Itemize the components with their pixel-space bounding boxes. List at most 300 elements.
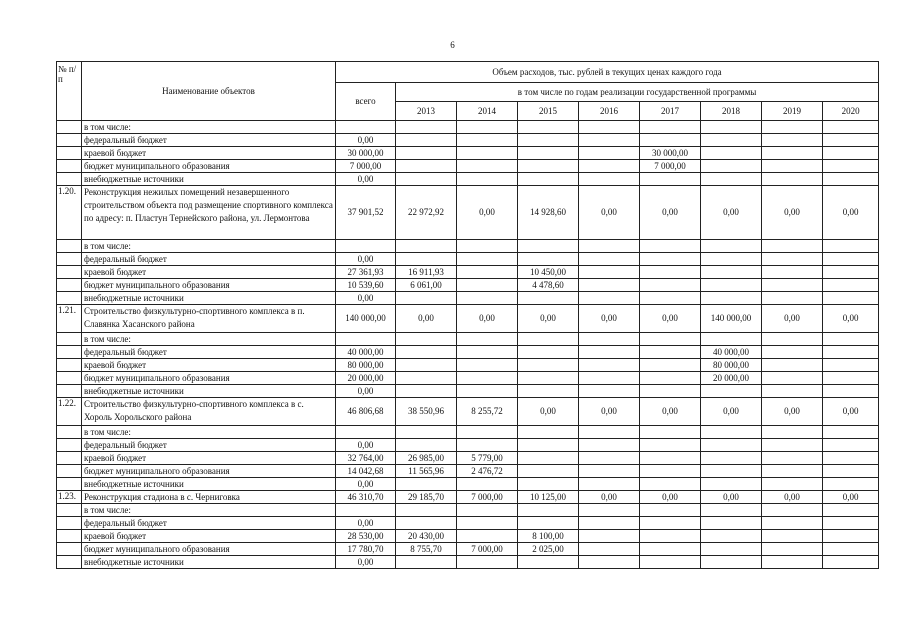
row-year-value (640, 346, 701, 359)
row-year-value: 80 000,00 (701, 359, 762, 372)
row-year-value (701, 253, 762, 266)
row-index: 1.22. (57, 398, 82, 426)
row-year-value (701, 385, 762, 398)
row-year-value: 8 255,72 (457, 398, 518, 426)
row-year-value (701, 279, 762, 292)
row-name: краевой бюджет (82, 266, 336, 279)
row-index (57, 292, 82, 305)
table-row (57, 543, 879, 556)
row-year-value (579, 333, 640, 346)
row-year-value (640, 556, 701, 569)
row-year-value (640, 359, 701, 372)
row-year-value (579, 543, 640, 556)
row-total: 37 901,52 (336, 186, 396, 240)
row-index (57, 134, 82, 147)
row-year-value (640, 385, 701, 398)
row-name: внебюджетные источники (82, 556, 336, 569)
header-name-col: Наименование объектов (82, 62, 336, 121)
row-year-value: 0,00 (396, 305, 457, 333)
row-year-value (457, 372, 518, 385)
row-year-value: 0,00 (640, 398, 701, 426)
row-year-value (762, 359, 823, 372)
row-year-value (762, 147, 823, 160)
row-year-value (823, 543, 879, 556)
row-year-value: 22 972,92 (396, 186, 457, 240)
row-year-value (701, 478, 762, 491)
row-name: Реконструкция нежилых помещений незавершенного строительством объекта под размещение спортивного комплекса по адресу: п. Пластун Тернейского района, ул. Лермонтова (82, 186, 336, 240)
row-year-value (518, 439, 579, 452)
row-name: федеральный бюджет (82, 134, 336, 147)
header-year: 2017 (640, 102, 701, 121)
row-year-value (701, 266, 762, 279)
row-name: в том числе: (82, 504, 336, 517)
row-year-value (823, 160, 879, 173)
row-year-value (823, 530, 879, 543)
row-year-value (518, 121, 579, 134)
row-index (57, 478, 82, 491)
row-total: 7 000,00 (336, 160, 396, 173)
row-year-value (396, 504, 457, 517)
table-body (57, 121, 879, 569)
row-year-value (396, 372, 457, 385)
row-total: 0,00 (336, 173, 396, 186)
row-year-value (396, 121, 457, 134)
row-year-value (457, 160, 518, 173)
row-name: Реконструкция стадиона в с. Черниговка (82, 491, 336, 504)
row-year-value (579, 504, 640, 517)
row-index (57, 517, 82, 530)
row-index (57, 426, 82, 439)
row-year-value: 14 928,60 (518, 186, 579, 240)
row-year-value: 30 000,00 (640, 147, 701, 160)
table-row (57, 279, 879, 292)
row-year-value (762, 372, 823, 385)
row-year-value (762, 173, 823, 186)
row-index (57, 504, 82, 517)
row-year-value (579, 517, 640, 530)
row-year-value (640, 439, 701, 452)
row-year-value (762, 426, 823, 439)
row-year-value: 10 125,00 (518, 491, 579, 504)
row-year-value (396, 292, 457, 305)
row-year-value (457, 556, 518, 569)
row-year-value: 0,00 (823, 186, 879, 240)
row-year-value (518, 359, 579, 372)
row-year-value: 11 565,96 (396, 465, 457, 478)
row-year-value (396, 333, 457, 346)
row-year-value (579, 134, 640, 147)
row-year-value (457, 292, 518, 305)
row-name: внебюджетные источники (82, 292, 336, 305)
row-year-value (701, 333, 762, 346)
row-name: краевой бюджет (82, 359, 336, 372)
row-year-value (518, 385, 579, 398)
table-row (57, 426, 879, 439)
row-year-value: 2 025,00 (518, 543, 579, 556)
row-year-value (457, 517, 518, 530)
row-index (57, 160, 82, 173)
row-year-value (640, 543, 701, 556)
row-year-value (823, 279, 879, 292)
row-total (336, 333, 396, 346)
row-year-value (457, 426, 518, 439)
table-row (57, 333, 879, 346)
row-year-value (762, 266, 823, 279)
row-year-value (701, 134, 762, 147)
row-year-value (579, 240, 640, 253)
row-year-value (579, 173, 640, 186)
row-year-value (640, 478, 701, 491)
row-year-value (640, 452, 701, 465)
row-year-value (457, 478, 518, 491)
row-year-value (762, 556, 823, 569)
row-year-value (640, 134, 701, 147)
row-year-value: 0,00 (762, 398, 823, 426)
row-year-value (640, 240, 701, 253)
table-row (57, 439, 879, 452)
row-index (57, 240, 82, 253)
row-year-value (640, 333, 701, 346)
row-year-value (762, 530, 823, 543)
row-year-value (823, 465, 879, 478)
row-year-value (640, 465, 701, 478)
row-name: федеральный бюджет (82, 346, 336, 359)
row-year-value (823, 372, 879, 385)
row-index: 1.21. (57, 305, 82, 333)
row-year-value: 0,00 (640, 491, 701, 504)
row-index (57, 372, 82, 385)
row-year-value (640, 292, 701, 305)
row-year-value (762, 253, 823, 266)
row-year-value (640, 173, 701, 186)
row-name: бюджет муниципального образования (82, 465, 336, 478)
row-index (57, 333, 82, 346)
row-year-value (762, 121, 823, 134)
row-year-value (701, 465, 762, 478)
row-year-value (823, 346, 879, 359)
row-year-value (762, 240, 823, 253)
row-year-value: 0,00 (640, 305, 701, 333)
row-name: в том числе: (82, 333, 336, 346)
row-year-value: 0,00 (701, 491, 762, 504)
row-year-value (457, 504, 518, 517)
table-row-object (57, 398, 879, 426)
row-year-value (762, 439, 823, 452)
header-num-col: № п/п (57, 62, 82, 121)
row-total (336, 121, 396, 134)
row-year-value (579, 452, 640, 465)
row-year-value: 40 000,00 (701, 346, 762, 359)
row-year-value (579, 530, 640, 543)
row-year-value (762, 346, 823, 359)
row-year-value (457, 359, 518, 372)
row-year-value (701, 530, 762, 543)
row-total: 28 530,00 (336, 530, 396, 543)
row-total: 140 000,00 (336, 305, 396, 333)
row-year-value: 10 450,00 (518, 266, 579, 279)
header-volume-caption: Объем расходов, тыс. рублей в текущих ценах каждого года (336, 62, 879, 83)
row-index (57, 121, 82, 134)
row-total: 0,00 (336, 478, 396, 491)
table-row-object (57, 491, 879, 504)
row-year-value (396, 134, 457, 147)
table-row (57, 372, 879, 385)
row-year-value (579, 266, 640, 279)
table-row (57, 517, 879, 530)
row-year-value (701, 439, 762, 452)
row-name: внебюджетные источники (82, 173, 336, 186)
row-name: краевой бюджет (82, 452, 336, 465)
row-year-value: 0,00 (823, 305, 879, 333)
row-index (57, 346, 82, 359)
row-year-value (457, 240, 518, 253)
row-year-value: 0,00 (762, 305, 823, 333)
row-year-value (762, 465, 823, 478)
row-year-value: 0,00 (518, 398, 579, 426)
row-year-value (457, 385, 518, 398)
row-total: 46 806,68 (336, 398, 396, 426)
row-year-value (823, 173, 879, 186)
row-index (57, 543, 82, 556)
row-year-value: 5 779,00 (457, 452, 518, 465)
row-year-value (396, 439, 457, 452)
row-index (57, 253, 82, 266)
row-year-value: 8 755,70 (396, 543, 457, 556)
row-year-value (823, 292, 879, 305)
row-year-value: 140 000,00 (701, 305, 762, 333)
row-name: бюджет муниципального образования (82, 372, 336, 385)
row-year-value (640, 372, 701, 385)
row-year-value (579, 385, 640, 398)
row-index: 1.23. (57, 491, 82, 504)
row-year-value (701, 452, 762, 465)
row-year-value (701, 556, 762, 569)
row-year-value: 0,00 (701, 186, 762, 240)
table-row-object (57, 305, 879, 333)
row-name: краевой бюджет (82, 147, 336, 160)
row-year-value (823, 121, 879, 134)
row-year-value (762, 543, 823, 556)
row-year-value (579, 556, 640, 569)
row-total: 17 780,70 (336, 543, 396, 556)
row-total: 0,00 (336, 517, 396, 530)
row-year-value (518, 346, 579, 359)
row-year-value (823, 134, 879, 147)
row-year-value (823, 333, 879, 346)
row-year-value (457, 253, 518, 266)
row-year-value: 0,00 (579, 398, 640, 426)
row-year-value (701, 240, 762, 253)
row-year-value (701, 160, 762, 173)
table-row (57, 160, 879, 173)
row-year-value (396, 160, 457, 173)
table-row (57, 266, 879, 279)
row-index (57, 279, 82, 292)
row-year-value: 0,00 (579, 305, 640, 333)
table-header (57, 62, 879, 121)
row-index (57, 359, 82, 372)
table-row (57, 173, 879, 186)
row-year-value (396, 478, 457, 491)
row-total: 0,00 (336, 292, 396, 305)
row-year-value (701, 292, 762, 305)
row-year-value (457, 266, 518, 279)
row-year-value (518, 517, 579, 530)
table-row (57, 385, 879, 398)
row-year-value (823, 504, 879, 517)
row-year-value (518, 173, 579, 186)
row-name: федеральный бюджет (82, 439, 336, 452)
page-number: 6 (450, 40, 455, 50)
row-index (57, 173, 82, 186)
header-total-col: всего (336, 83, 396, 121)
row-year-value (396, 359, 457, 372)
row-year-value (701, 543, 762, 556)
row-year-value (457, 439, 518, 452)
row-year-value (579, 279, 640, 292)
row-year-value (701, 173, 762, 186)
row-year-value (762, 333, 823, 346)
row-total: 27 361,93 (336, 266, 396, 279)
row-year-value (823, 253, 879, 266)
row-index (57, 452, 82, 465)
header-year: 2014 (457, 102, 518, 121)
row-year-value (579, 160, 640, 173)
row-total: 0,00 (336, 385, 396, 398)
row-total: 0,00 (336, 253, 396, 266)
table-row (57, 478, 879, 491)
row-year-value (396, 240, 457, 253)
row-year-value (396, 517, 457, 530)
row-year-value (762, 134, 823, 147)
row-year-value (762, 385, 823, 398)
row-year-value (518, 556, 579, 569)
table-row (57, 359, 879, 372)
row-year-value (640, 266, 701, 279)
row-index (57, 556, 82, 569)
row-year-value (823, 517, 879, 530)
row-year-value (762, 292, 823, 305)
row-name: внебюджетные источники (82, 385, 336, 398)
row-year-value (762, 452, 823, 465)
row-total: 10 539,60 (336, 279, 396, 292)
row-year-value (823, 478, 879, 491)
row-year-value (823, 359, 879, 372)
row-year-value (640, 530, 701, 543)
row-year-value (762, 478, 823, 491)
table-row (57, 253, 879, 266)
row-year-value: 7 000,00 (457, 491, 518, 504)
row-year-value (823, 385, 879, 398)
row-year-value (579, 426, 640, 439)
row-total: 0,00 (336, 134, 396, 147)
row-name: внебюджетные источники (82, 478, 336, 491)
row-total: 32 764,00 (336, 452, 396, 465)
row-total: 46 310,70 (336, 491, 396, 504)
row-year-value (396, 385, 457, 398)
row-total: 0,00 (336, 556, 396, 569)
row-year-value (579, 121, 640, 134)
row-total: 40 000,00 (336, 346, 396, 359)
row-name: в том числе: (82, 426, 336, 439)
row-year-value (640, 279, 701, 292)
row-year-value: 4 478,60 (518, 279, 579, 292)
row-year-value (762, 160, 823, 173)
row-year-value: 7 000,00 (640, 160, 701, 173)
row-index (57, 266, 82, 279)
row-year-value (762, 279, 823, 292)
table-row (57, 465, 879, 478)
row-total (336, 240, 396, 253)
row-year-value: 0,00 (762, 491, 823, 504)
row-year-value (396, 147, 457, 160)
row-year-value: 26 985,00 (396, 452, 457, 465)
row-total: 30 000,00 (336, 147, 396, 160)
row-year-value (457, 147, 518, 160)
header-year: 2013 (396, 102, 457, 121)
row-year-value (518, 426, 579, 439)
header-year: 2020 (823, 102, 879, 121)
table-row (57, 504, 879, 517)
row-year-value: 0,00 (457, 186, 518, 240)
row-year-value (701, 504, 762, 517)
header-year: 2018 (701, 102, 762, 121)
row-year-value: 8 100,00 (518, 530, 579, 543)
row-year-value (518, 292, 579, 305)
row-year-value (823, 556, 879, 569)
header-years-caption: в том числе по годам реализации государственной программы (396, 83, 879, 102)
row-year-value (579, 147, 640, 160)
row-year-value (518, 240, 579, 253)
row-total (336, 504, 396, 517)
row-index: 1.20. (57, 186, 82, 240)
row-year-value (701, 517, 762, 530)
row-year-value (823, 439, 879, 452)
row-year-value (518, 465, 579, 478)
row-year-value (579, 372, 640, 385)
row-year-value (579, 253, 640, 266)
row-year-value: 0,00 (579, 491, 640, 504)
row-total: 14 042,68 (336, 465, 396, 478)
table-row (57, 292, 879, 305)
row-name: федеральный бюджет (82, 253, 336, 266)
row-name: Строительство физкультурно-спортивного комплекса в п. Славянка Хасанского района (82, 305, 336, 333)
row-name: краевой бюджет (82, 530, 336, 543)
row-year-value (457, 346, 518, 359)
row-year-value (762, 517, 823, 530)
row-year-value (579, 478, 640, 491)
row-year-value (579, 346, 640, 359)
table-row (57, 530, 879, 543)
row-year-value: 0,00 (579, 186, 640, 240)
row-year-value: 0,00 (640, 186, 701, 240)
row-total: 0,00 (336, 439, 396, 452)
row-year-value (518, 253, 579, 266)
table-row (57, 452, 879, 465)
row-name: бюджет муниципального образования (82, 160, 336, 173)
table-row (57, 556, 879, 569)
expenses-table (56, 61, 879, 569)
row-year-value (457, 121, 518, 134)
table-row (57, 134, 879, 147)
row-year-value: 7 000,00 (457, 543, 518, 556)
row-year-value (579, 292, 640, 305)
row-year-value (701, 426, 762, 439)
row-year-value (640, 121, 701, 134)
row-year-value: 0,00 (518, 305, 579, 333)
row-year-value (640, 253, 701, 266)
row-year-value: 20 430,00 (396, 530, 457, 543)
